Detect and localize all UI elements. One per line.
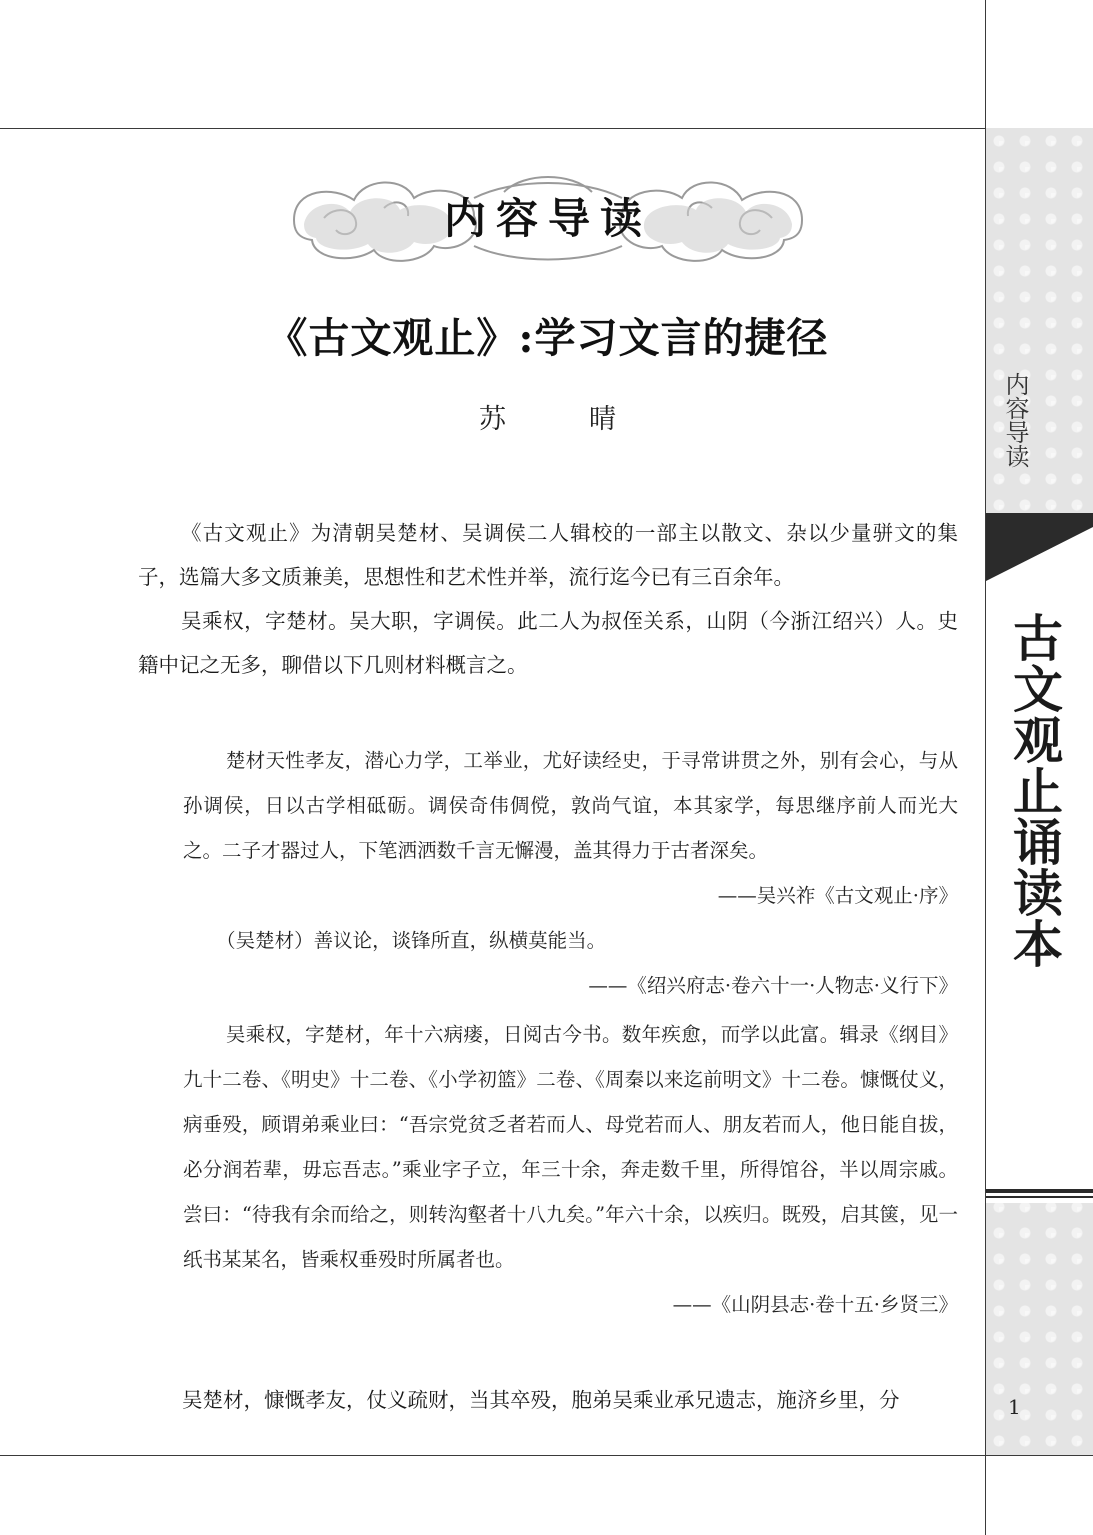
bottom-rule [0,1455,1093,1456]
page-number: 1 [1008,1395,1021,1419]
margin-diagonal-decor [986,513,1093,583]
intro-text [138,511,958,687]
quote-block [183,738,958,918]
article-title: 《古文观止》:学习文言的捷径 [266,314,829,362]
sidebar-book-title: 古文观止诵读本 [1005,612,1064,969]
paragraph: 《古文观止》为清朝吴楚材、吴调侯二人辑校的一部主以散文、杂以少量骈文的集子，选篇大多文质兼美，思想性和艺术性并举，流行迄今已有三百余年。 [138,521,958,589]
quote-text: （吴楚材）善议论，谈锋所直，纵横莫能当。 [216,929,607,952]
quote-source: ——《山阴县志·卷十五·乡贤三》 [672,1293,958,1316]
closing-text [182,1378,958,1422]
quote-text: 吴乘权，字楚材，年十六病瘘，日阅古今书。数年疾愈，而学以此富。辑录《纲目》九十二卷、《明史》十二卷、《小学初篮》二卷、《周秦以来迄前明文》十二卷。慷慨仗义，病垂殁，顾谓弟乘业曰：“吾宗党贫乏者若而人、母党若而人、朋友若而人，他日能自拔，必分润若辈，毋忘吾志。”乘业字子立，年三十余，奔走数千里，所得馆谷，半以周宗戚。尝曰：“待我有余而给之，则转沟壑者十八九矣。”年六十余，以疾归。既殁，启其箧，见一纸书某某名，皆乘权垂殁时所属者也。 [183,1023,958,1271]
top-rule [0,128,1093,129]
quote-block [183,1012,958,1327]
section-banner-title: 内容导读 [443,194,652,243]
paragraph: 吴乘权，字楚材。吴大职，字调侯。此二人为叔侄关系，山阴（今浙江绍兴）人。史籍中记之无多，聊借以下几则材料概言之。 [138,609,958,677]
article-author: 苏 晴 [479,404,644,435]
paragraph: 吴楚材，慷慨孝友，仗义疏财，当其卒殁，胞弟吴乘业承兄遗志，施济乡里，分 [182,1388,900,1412]
quote-source: ——《绍兴府志·卷六十一·人物志·义行下》 [588,974,958,997]
quote-source: ——吴兴祚《古文观止·序》 [717,884,958,907]
quote-text: 楚材天性孝友，潜心力学，工举业，尤好读经史，于寻常讲贯之外，别有会心，与从孙调侯，日以古学相砥砺。调侯奇伟倜傥，敦尚气谊，本其家学，每思继序前人而光大之。二子才器过人，下笔洒洒数千言无懈漫，盖其得力于古者深矣。 [183,749,958,862]
sidebar-section-label: 内容导读 [1001,372,1029,468]
margin-rule [985,0,986,1535]
quote-block [183,918,958,1008]
margin-double-rule [986,1189,1093,1201]
